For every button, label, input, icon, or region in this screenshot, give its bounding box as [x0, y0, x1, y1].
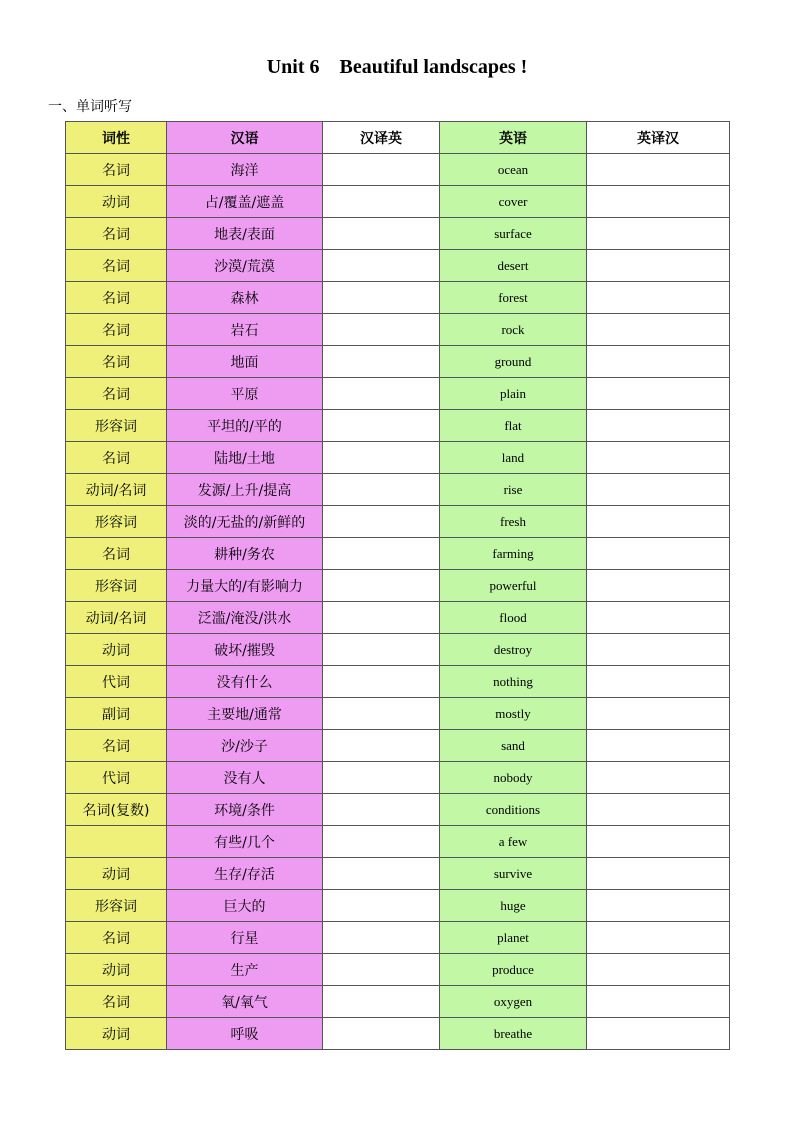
table-row [66, 250, 730, 282]
zh-to-en-answer-cell[interactable] [323, 378, 440, 410]
english-cell: flat [440, 410, 587, 442]
zh-to-en-answer-cell[interactable] [323, 314, 440, 346]
chinese-cell: 发源/上升/提高 [167, 474, 323, 506]
zh-to-en-answer-cell[interactable] [323, 890, 440, 922]
chinese-cell: 力量大的/有影响力 [167, 570, 323, 602]
zh-to-en-answer-cell[interactable] [323, 1018, 440, 1050]
english-cell: nothing [440, 666, 587, 698]
table-row [66, 538, 730, 570]
english-cell: surface [440, 218, 587, 250]
en-to-zh-answer-cell[interactable] [587, 410, 730, 442]
pos-cell: 动词 [66, 954, 167, 986]
zh-to-en-answer-cell[interactable] [323, 762, 440, 794]
chinese-cell: 岩石 [167, 314, 323, 346]
table-row [66, 442, 730, 474]
pos-cell: 形容词 [66, 410, 167, 442]
header-zh-to-en: 汉译英 [323, 122, 440, 154]
english-cell: ground [440, 346, 587, 378]
en-to-zh-answer-cell[interactable] [587, 154, 730, 186]
en-to-zh-answer-cell[interactable] [587, 314, 730, 346]
pos-cell: 名词 [66, 346, 167, 378]
english-cell: oxygen [440, 986, 587, 1018]
en-to-zh-answer-cell[interactable] [587, 666, 730, 698]
zh-to-en-answer-cell[interactable] [323, 634, 440, 666]
pos-cell: 形容词 [66, 890, 167, 922]
english-cell: land [440, 442, 587, 474]
zh-to-en-answer-cell[interactable] [323, 250, 440, 282]
table-row [66, 410, 730, 442]
en-to-zh-answer-cell[interactable] [587, 218, 730, 250]
english-cell: rise [440, 474, 587, 506]
english-cell: flood [440, 602, 587, 634]
en-to-zh-answer-cell[interactable] [587, 602, 730, 634]
english-cell: fresh [440, 506, 587, 538]
pos-cell: 代词 [66, 762, 167, 794]
pos-cell [66, 826, 167, 858]
zh-to-en-answer-cell[interactable] [323, 282, 440, 314]
chinese-cell: 氧/氧气 [167, 986, 323, 1018]
zh-to-en-answer-cell[interactable] [323, 346, 440, 378]
english-cell: destroy [440, 634, 587, 666]
pos-cell: 名词 [66, 154, 167, 186]
pos-cell: 动词/名词 [66, 602, 167, 634]
chinese-cell: 破坏/摧毁 [167, 634, 323, 666]
page-title: Unit 6 Beautiful landscapes ! [266, 56, 528, 78]
zh-to-en-answer-cell[interactable] [323, 922, 440, 954]
table-row [66, 378, 730, 410]
en-to-zh-answer-cell[interactable] [587, 698, 730, 730]
en-to-zh-answer-cell[interactable] [587, 826, 730, 858]
pos-cell: 代词 [66, 666, 167, 698]
table-row [66, 506, 730, 538]
en-to-zh-answer-cell[interactable] [587, 890, 730, 922]
en-to-zh-answer-cell[interactable] [587, 346, 730, 378]
zh-to-en-answer-cell[interactable] [323, 730, 440, 762]
chinese-cell: 耕种/务农 [167, 538, 323, 570]
en-to-zh-answer-cell[interactable] [587, 474, 730, 506]
chinese-cell: 泛滥/淹没/洪水 [167, 602, 323, 634]
english-cell: farming [440, 538, 587, 570]
english-cell: survive [440, 858, 587, 890]
pos-cell: 名词(复数) [66, 794, 167, 826]
zh-to-en-answer-cell[interactable] [323, 826, 440, 858]
english-cell: forest [440, 282, 587, 314]
en-to-zh-answer-cell[interactable] [587, 250, 730, 282]
chinese-cell: 地表/表面 [167, 218, 323, 250]
en-to-zh-answer-cell[interactable] [587, 634, 730, 666]
pos-cell: 名词 [66, 282, 167, 314]
pos-cell: 形容词 [66, 570, 167, 602]
zh-to-en-answer-cell[interactable] [323, 506, 440, 538]
chinese-cell: 平原 [167, 378, 323, 410]
chinese-cell: 沙/沙子 [167, 730, 323, 762]
en-to-zh-answer-cell[interactable] [587, 954, 730, 986]
english-cell: a few [440, 826, 587, 858]
en-to-zh-answer-cell[interactable] [587, 730, 730, 762]
header-chinese: 汉语 [167, 122, 323, 154]
chinese-cell: 没有人 [167, 762, 323, 794]
en-to-zh-answer-cell[interactable] [587, 762, 730, 794]
english-cell: breathe [440, 1018, 587, 1050]
table-row [66, 954, 730, 986]
zh-to-en-answer-cell[interactable] [323, 474, 440, 506]
pos-cell: 副词 [66, 698, 167, 730]
table-row [66, 570, 730, 602]
english-cell: powerful [440, 570, 587, 602]
chinese-cell: 陆地/土地 [167, 442, 323, 474]
english-cell: ocean [440, 154, 587, 186]
pos-cell: 名词 [66, 314, 167, 346]
header-english: 英语 [440, 122, 587, 154]
en-to-zh-answer-cell[interactable] [587, 282, 730, 314]
table-row [66, 282, 730, 314]
zh-to-en-answer-cell[interactable] [323, 954, 440, 986]
zh-to-en-answer-cell[interactable] [323, 986, 440, 1018]
en-to-zh-answer-cell[interactable] [587, 1018, 730, 1050]
chinese-cell: 海洋 [167, 154, 323, 186]
table-row [66, 794, 730, 826]
chinese-cell: 呼吸 [167, 1018, 323, 1050]
chinese-cell: 有些/几个 [167, 826, 323, 858]
chinese-cell: 沙漠/荒漠 [167, 250, 323, 282]
table-row [66, 986, 730, 1018]
en-to-zh-answer-cell[interactable] [587, 922, 730, 954]
chinese-cell: 占/覆盖/遮盖 [167, 186, 323, 218]
english-cell: nobody [440, 762, 587, 794]
zh-to-en-answer-cell[interactable] [323, 538, 440, 570]
pos-cell: 动词 [66, 1018, 167, 1050]
zh-to-en-answer-cell[interactable] [323, 154, 440, 186]
en-to-zh-answer-cell[interactable] [587, 186, 730, 218]
chinese-cell: 行星 [167, 922, 323, 954]
zh-to-en-answer-cell[interactable] [323, 186, 440, 218]
table-row [66, 634, 730, 666]
english-cell: conditions [440, 794, 587, 826]
vocabulary-table [65, 121, 730, 1050]
english-cell: cover [440, 186, 587, 218]
pos-cell: 名词 [66, 730, 167, 762]
table-row [66, 730, 730, 762]
english-cell: huge [440, 890, 587, 922]
pos-cell: 动词/名词 [66, 474, 167, 506]
en-to-zh-answer-cell[interactable] [587, 986, 730, 1018]
table-row [66, 602, 730, 634]
table-row [66, 858, 730, 890]
english-cell: sand [440, 730, 587, 762]
pos-cell: 名词 [66, 218, 167, 250]
chinese-cell: 平坦的/平的 [167, 410, 323, 442]
pos-cell: 动词 [66, 858, 167, 890]
pos-cell: 名词 [66, 378, 167, 410]
table-row [66, 346, 730, 378]
zh-to-en-answer-cell[interactable] [323, 442, 440, 474]
table-row [66, 890, 730, 922]
section-heading: 一、单词听写 [48, 99, 132, 115]
table-row [66, 186, 730, 218]
pos-cell: 动词 [66, 634, 167, 666]
chinese-cell: 地面 [167, 346, 323, 378]
zh-to-en-answer-cell[interactable] [323, 570, 440, 602]
zh-to-en-answer-cell[interactable] [323, 602, 440, 634]
table-row [66, 698, 730, 730]
en-to-zh-answer-cell[interactable] [587, 570, 730, 602]
chinese-cell: 主要地/通常 [167, 698, 323, 730]
zh-to-en-answer-cell[interactable] [323, 858, 440, 890]
en-to-zh-answer-cell[interactable] [587, 442, 730, 474]
chinese-cell: 森林 [167, 282, 323, 314]
en-to-zh-answer-cell[interactable] [587, 858, 730, 890]
zh-to-en-answer-cell[interactable] [323, 410, 440, 442]
chinese-cell: 环境/条件 [167, 794, 323, 826]
chinese-cell: 生产 [167, 954, 323, 986]
en-to-zh-answer-cell[interactable] [587, 538, 730, 570]
pos-cell: 名词 [66, 250, 167, 282]
chinese-cell: 淡的/无盐的/新鲜的 [167, 506, 323, 538]
zh-to-en-answer-cell[interactable] [323, 794, 440, 826]
table-row [66, 1018, 730, 1050]
pos-cell: 名词 [66, 442, 167, 474]
chinese-cell: 巨大的 [167, 890, 323, 922]
en-to-zh-answer-cell[interactable] [587, 794, 730, 826]
en-to-zh-answer-cell[interactable] [587, 506, 730, 538]
english-cell: planet [440, 922, 587, 954]
english-cell: rock [440, 314, 587, 346]
table-row [66, 314, 730, 346]
en-to-zh-answer-cell[interactable] [587, 378, 730, 410]
chinese-cell: 没有什么 [167, 666, 323, 698]
pos-cell: 动词 [66, 186, 167, 218]
header-row [66, 122, 730, 154]
header-pos: 词性 [66, 122, 167, 154]
pos-cell: 名词 [66, 538, 167, 570]
english-cell: produce [440, 954, 587, 986]
english-cell: mostly [440, 698, 587, 730]
zh-to-en-answer-cell[interactable] [323, 698, 440, 730]
header-en-to-zh: 英译汉 [587, 122, 730, 154]
table-row [66, 826, 730, 858]
pos-cell: 形容词 [66, 506, 167, 538]
english-cell: desert [440, 250, 587, 282]
zh-to-en-answer-cell[interactable] [323, 666, 440, 698]
table-row [66, 922, 730, 954]
table-row [66, 474, 730, 506]
table-row [66, 218, 730, 250]
english-cell: plain [440, 378, 587, 410]
table-row [66, 666, 730, 698]
pos-cell: 名词 [66, 986, 167, 1018]
pos-cell: 名词 [66, 922, 167, 954]
zh-to-en-answer-cell[interactable] [323, 218, 440, 250]
table-row [66, 762, 730, 794]
table-row [66, 154, 730, 186]
chinese-cell: 生存/存活 [167, 858, 323, 890]
